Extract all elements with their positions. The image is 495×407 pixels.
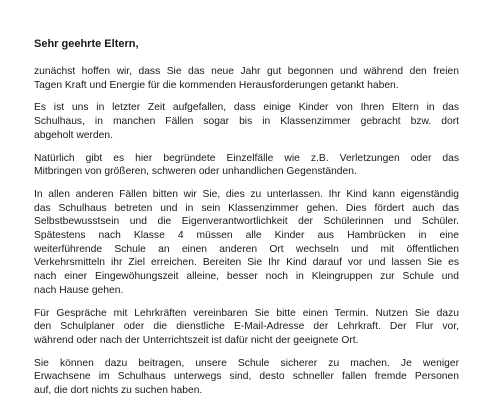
paragraph-line: das Schulhaus betreten und in sein Klassenzimmer gehen. Dies fördert auch das — [34, 202, 459, 214]
paragraph-line: Für Gespräche mit Lehrkräften vereinbaren Sie bitte einen Termin. Nutzen Sie dazu — [34, 307, 459, 319]
paragraph-line: Sie können dazu beitragen, unsere Schule sicherer zu machen. Je weniger — [34, 357, 459, 369]
paragraph-line: nach Hause gehen. — [34, 284, 124, 296]
paragraph-line: Selbstbewusstsein und die Eigenverantwortlichkeit der Schülerinnen und Schüler. — [34, 216, 459, 228]
paragraph-line: Natürlich gibt es hier begründete Einzelfälle wie z.B. Verletzungen oder das — [34, 152, 459, 164]
paragraph-line: Schulhaus, in manchen Fällen sogar bis in Klassenzimmer gebracht bzw. dort — [34, 116, 459, 128]
paragraph-line: nach einer Eingewöhungszeit alleine, besser noch in Kleingruppen zur Schule und — [34, 271, 459, 283]
paragraph-line: Spätestens nach Klasse 4 müssen alle Kinder aus Hambrücken in eine — [34, 230, 459, 242]
letter-greeting: Sehr geehrte Eltern, — [34, 38, 139, 50]
paragraph-line: Mitbringen von größeren, schweren oder unhandlichen Gegenständen. — [34, 166, 357, 178]
letter-body — [34, 37, 459, 407]
paragraph-line: weiterführende Schule an einen anderen Ort wechseln und mit öffentlichen — [34, 243, 459, 255]
paragraph-line: auf, die dort nichts zu suchen haben. — [34, 385, 203, 397]
paragraph-line: Verkehrsmitteln ihr Ziel erreichen. Bereiten Sie Ihr Kind darauf vor und lassen Sie es — [34, 257, 459, 269]
paragraph-observation — [34, 101, 459, 142]
paragraph-line: abgeholt werden. — [34, 129, 114, 141]
paragraph-line: zunächst hoffen wir, dass Sie das neue Jahr gut begonnen und während den freien — [34, 66, 459, 77]
paragraph-request — [34, 188, 459, 298]
paragraph-line: während oder nach der Unterrichtszeit ist dafür nicht der geeignete Ort. — [34, 334, 359, 346]
paragraph-exceptions — [34, 152, 459, 179]
paragraph-line: Erwachsene im Schulhaus unterwegs sind, desto schneller fallen fremde Personen — [34, 371, 459, 383]
paragraph-line: Tagen Kraft und Energie für die kommenden Herausforderungen getankt haben. — [34, 79, 399, 91]
paragraph-appointments — [34, 307, 459, 348]
paragraph-safety — [34, 357, 459, 398]
paragraph-new-year — [34, 65, 459, 92]
paragraph-line: In allen anderen Fällen bitten wir Sie, dies zu unterlassen. Ihr Kind kann eigenständig — [34, 188, 459, 200]
paragraph-line: den Schulplaner oder die dienstliche E-Mail-Adresse der Lehrkraft. Der Flur vor, — [34, 321, 459, 333]
paragraph-line: Es ist uns in letzter Zeit aufgefallen, dass einige Kinder von Ihren Eltern in das — [34, 102, 459, 114]
